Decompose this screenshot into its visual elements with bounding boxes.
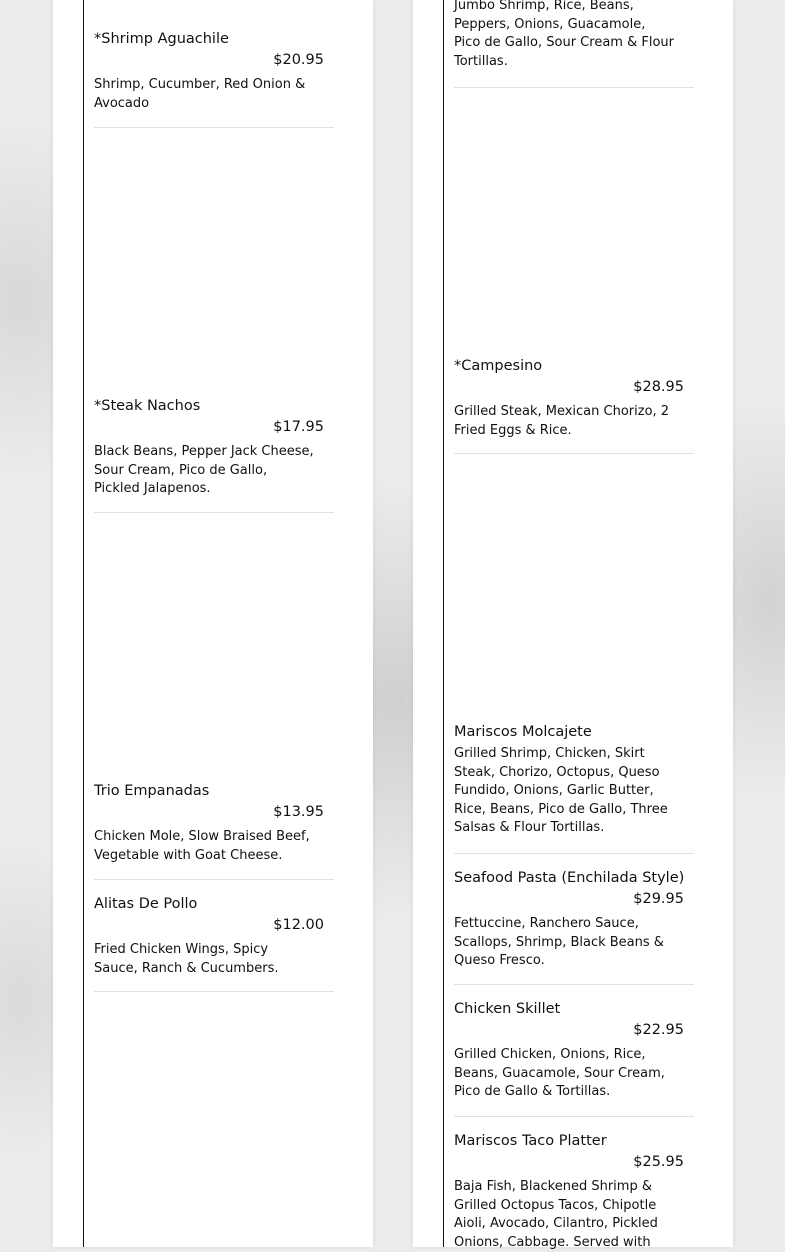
menu-item-description: Grilled Steak, Mexican Chorizo, 2 Fried Eggs & Rice. [454,404,670,438]
menu-item-name: Mariscos Taco Platter [454,1133,607,1149]
divider [94,127,334,128]
menu-item[interactable] [94,30,334,113]
menu-item-price: $13.95 [273,804,324,820]
menu-item[interactable] [94,782,334,865]
menu-item-description: Fettuccine, Ranchero Sauce, Scallops, Shrimp, Black Beans & Queso Fresco. [454,916,664,968]
menu-item-price: $28.95 [633,379,684,395]
menu-item[interactable] [454,869,694,971]
menu-item-description: Baja Fish, Blackened Shrimp & Grilled Octopus Tacos, Chipotle Aioli, Avocado, Cilantro, Pickled Onions, Cabbage. Served with [454,1179,658,1250]
menu-item-name: *Campesino [454,358,543,374]
menu-item-name: Trio Empanadas [94,783,210,799]
menu-item-price: $17.95 [273,419,324,435]
menu-item[interactable] [454,723,694,838]
menu-item-description: Jumbo Shrimp, Rice, Beans, Peppers, Onions, Guacamole, Pico de Gallo, Sour Cream & Flour Tortillas. [454,0,674,69]
divider [94,991,334,992]
menu-item-price: $12.00 [273,917,324,933]
menu-item-name: *Shrimp Aguachile [94,31,229,47]
menu-item-price: $22.95 [633,1022,684,1038]
menu-column-left [53,0,373,1247]
menu-item-description: Black Beans, Pepper Jack Cheese, Sour Cream, Pico de Gallo, Pickled Jalapenos. [94,444,314,496]
menu-item-name: Alitas De Pollo [94,896,198,912]
menu-item-name: *Steak Nachos [94,398,201,414]
menu-item-price: $29.95 [633,891,684,907]
divider [454,1116,694,1117]
menu-item[interactable] [454,0,694,71]
menu-list-right [443,0,714,1250]
menu-item-description: Fried Chicken Wings, Spicy Sauce, Ranch & Cucumbers. [94,942,279,976]
menu-list-left [83,0,354,1247]
divider [454,453,694,454]
menu-item-price: $25.95 [633,1154,684,1170]
divider [454,853,694,854]
menu-item-description: Shrimp, Cucumber, Red Onion & Avocado [94,77,306,111]
menu-item-name: Seafood Pasta (Enchilada Style) [454,870,685,886]
divider [94,512,334,513]
menu-item[interactable] [454,1132,694,1252]
menu-item-name: Chicken Skillet [454,1001,561,1017]
menu-item[interactable] [454,357,694,440]
menu-item-description: Chicken Mole, Slow Braised Beef, Vegetable with Goat Cheese. [94,829,310,863]
menu-item-name: Mariscos Molcajete [454,724,592,740]
menu-column-right [413,0,733,1250]
divider [454,87,694,88]
menu-item[interactable] [454,1000,694,1102]
menu-item-description: Grilled Shrimp, Chicken, Skirt Steak, Chorizo, Octopus, Queso Fundido, Onions, Garlic Butter, Rice, Beans, Pico de Gallo, Three Salsas & Flour Tortillas. [454,746,668,835]
divider [454,984,694,985]
divider [94,879,334,880]
menu-item[interactable] [94,397,334,499]
menu-item[interactable] [94,895,334,978]
menu-item-description: Grilled Chicken, Onions, Rice, Beans, Guacamole, Sour Cream, Pico de Gallo & Tortillas. [454,1047,665,1099]
menu-item-price: $20.95 [273,52,324,68]
